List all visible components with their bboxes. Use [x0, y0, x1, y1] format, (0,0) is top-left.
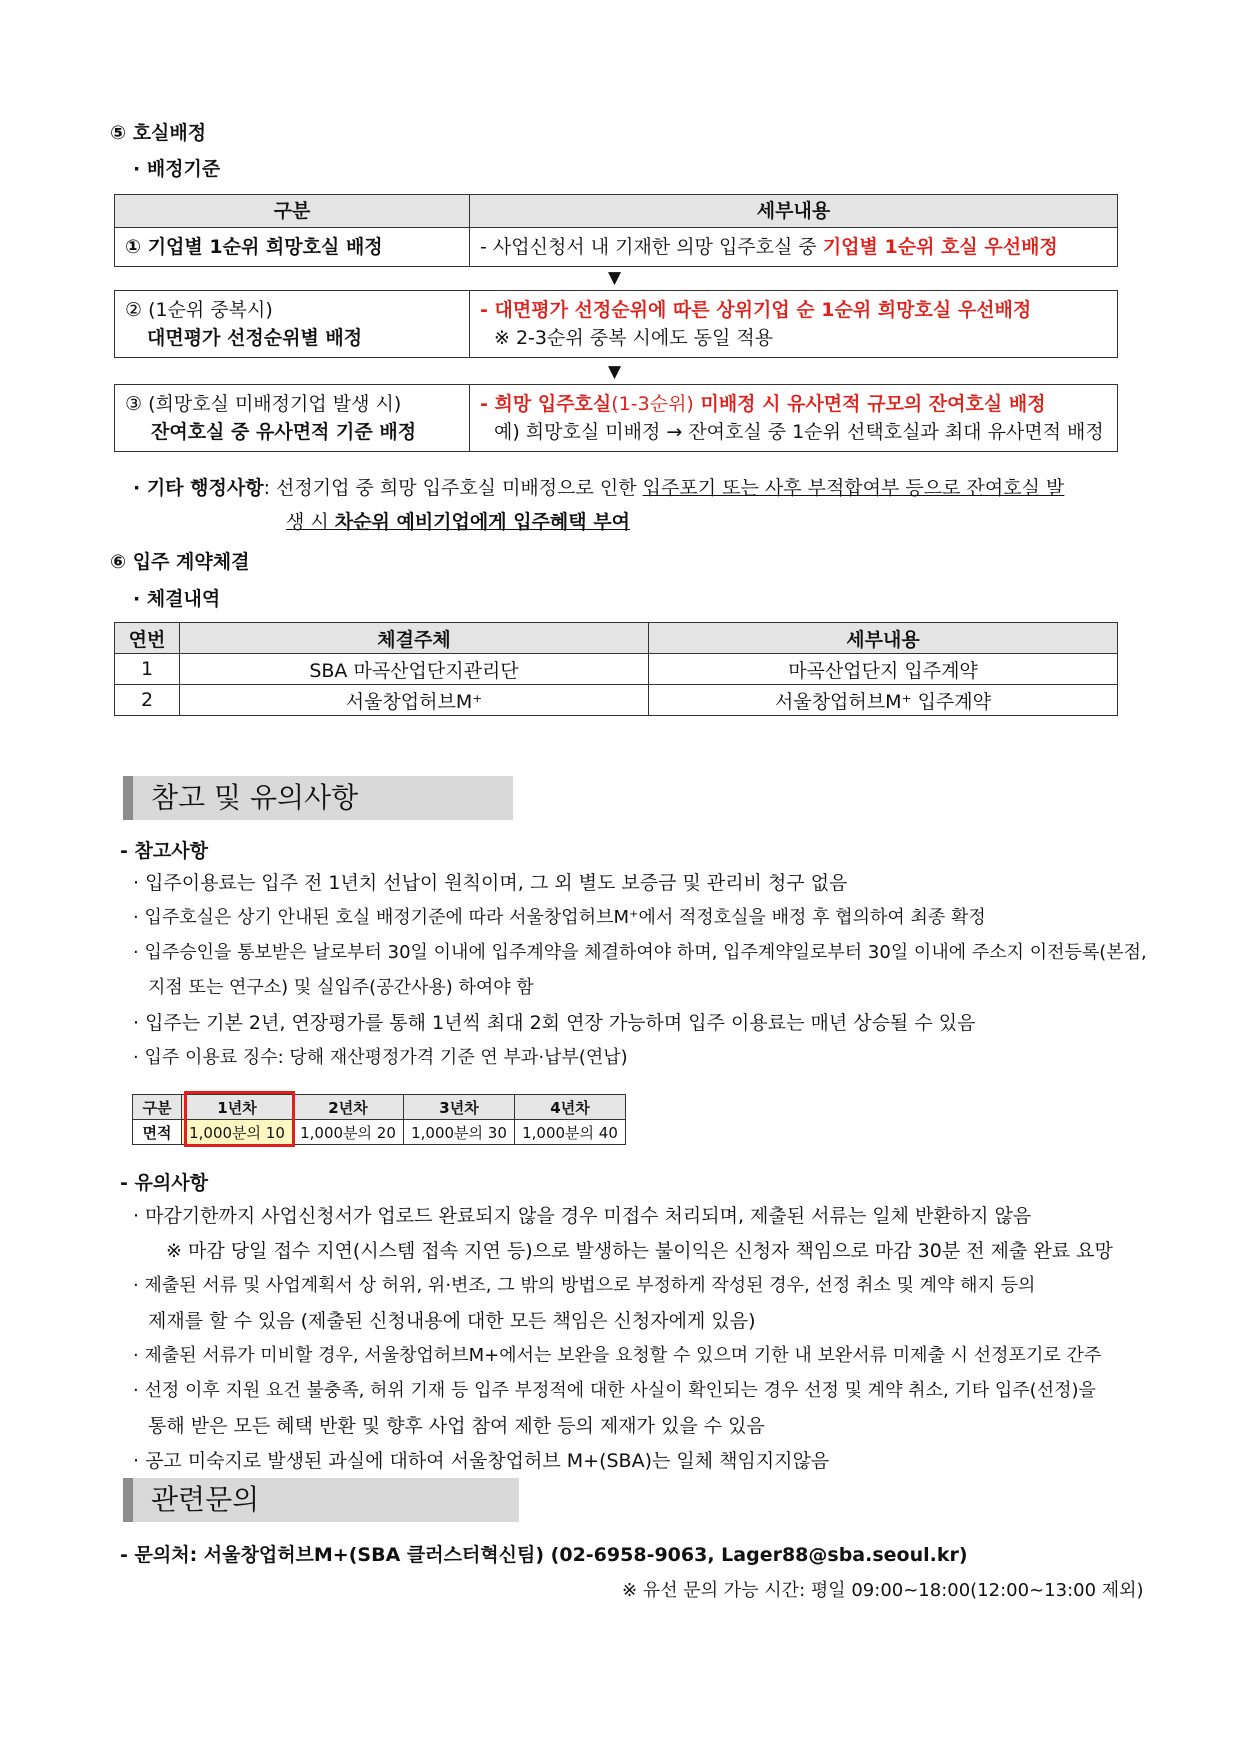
fee-header: 1년차 — [182, 1095, 293, 1120]
contract-no: 1 — [115, 654, 180, 685]
list-item: · 입주 이용료 징수: 당해 재산평정가격 기준 연 부과·납부(연납) — [133, 1047, 628, 1068]
arrow-down-icon: ▼ — [608, 268, 622, 288]
list-item: · 입주승인을 통보받은 날로부터 30일 이내에 입주계약을 체결하여야 하며, 입주계약일로부터 30일 이내에 주소지 이전등록(본점, — [133, 942, 1147, 963]
list-item: · 공고 미숙지로 발생된 과실에 대하여 서울창업허브 M+(SBA)는 일체 책임지지않음 — [133, 1450, 830, 1472]
step2-label: ② (1순위 중복시) 대면평가 선정순위별 배정 — [115, 291, 470, 358]
list-item: · 입주이용료는 입주 전 1년치 선납이 원칙이며, 그 외 별도 보증금 및 관리비 청구 없음 — [133, 872, 848, 894]
section-6-title: ⑥ 입주 계약체결 — [110, 551, 250, 573]
contract-no: 2 — [115, 685, 180, 716]
fee-header: 2년차 — [293, 1095, 404, 1120]
fee-header: 4년차 — [515, 1095, 626, 1120]
fee-year4-value: 1,000분의 40 — [515, 1120, 626, 1145]
highlight-box — [184, 1091, 295, 1147]
list-item-cont: 통해 받은 모든 혜택 반환 및 향후 사업 참여 제한 등의 제재가 있을 수 있음 — [148, 1415, 765, 1437]
reference-heading: - 참고사항 — [120, 840, 208, 862]
contract-detail: 서울창업허브M⁺ 입주계약 — [649, 685, 1118, 716]
contact-hours-note: ※ 유선 문의 가능 시간: 평일 09:00~18:00(12:00~13:00 제외) — [622, 1580, 1144, 1601]
arrow-down-icon: ▼ — [608, 362, 622, 382]
step1-label: ① 기업별 1순위 희망호실 배정 — [115, 228, 470, 267]
col-header-detail: 세부내용 — [470, 195, 1118, 228]
etc-admin-line2: 생 시 차순위 예비기업에게 입주혜택 부여 — [286, 511, 630, 533]
step1-detail: - 사업신청서 내 기재한 의망 입주호실 중 기업별 1순위 호실 우선배정 — [470, 228, 1118, 267]
list-item-cont: 제재를 할 수 있음 (제출된 신청내용에 대한 모든 책임은 신청자에게 있음) — [148, 1310, 756, 1332]
step2-detail: - 대면평가 선정순위에 따른 상위기업 순 1순위 희망호실 우선배정 ※ 2-3순위 중복 시에도 동일 적용 — [470, 291, 1118, 358]
contract-table — [114, 622, 1118, 716]
fee-header: 구분 — [133, 1095, 182, 1120]
fee-year2-value: 1,000분의 20 — [293, 1120, 404, 1145]
allocation-step2-table — [114, 290, 1118, 358]
section-5-title: ⑤ 호실배정 — [110, 122, 207, 144]
list-item: · 제출된 서류가 미비할 경우, 서울창업허브M+에서는 보완을 요청할 수 있으며 기한 내 보완서류 미제출 시 선정포기로 간주 — [133, 1345, 1102, 1366]
contract-detail: 마곡산업단지 입주계약 — [649, 654, 1118, 685]
step3-detail: - 희망 입주호실(1-3순위) 미배정 시 유사면적 규모의 잔여호실 배정 예) 희망호실 미배정 → 잔여호실 중 1순위 선택호실과 최대 유사면적 배정 — [470, 385, 1118, 452]
etc-admin-line1: · 기타 행정사항: 선정기업 중 희망 입주호실 미배정으로 인한 입주포기 또는 사후 부적합여부 등으로 잔여호실 발 — [133, 477, 1065, 499]
contract-header-party: 체결주체 — [180, 623, 649, 654]
list-item: · 입주호실은 상기 안내된 호실 배정기준에 따라 서울창업허브M⁺에서 적정호실을 배정 후 협의하여 최종 확정 — [133, 907, 986, 928]
step3-label: ③ (희망호실 미배정기업 발생 시) 잔여호실 중 유사면적 기준 배정 — [115, 385, 470, 452]
table-row — [115, 654, 1118, 685]
list-item-note: ※ 마감 당일 접수 지연(시스템 접속 지연 등)으로 발생하는 불이익은 신청자 책임으로 마감 30분 전 제출 완료 요망 — [166, 1240, 1113, 1262]
contract-party: 서울창업허브M⁺ — [180, 685, 649, 716]
contract-header-no: 연번 — [115, 623, 180, 654]
section-header-contact: 관련문의 — [123, 1478, 519, 1522]
section-6-subtitle: · 체결내역 — [133, 588, 221, 610]
fee-year3-value: 1,000분의 30 — [404, 1120, 515, 1145]
allocation-step1-table — [114, 194, 1118, 267]
fee-year1-value: 1,000분의 10 — [182, 1120, 293, 1145]
list-item: · 마감기한까지 사업신청서가 업로드 완료되지 않을 경우 미접수 처리되며, 제출된 서류는 일체 반환하지 않음 — [133, 1205, 1032, 1227]
contract-party: SBA 마곡산업단지관리단 — [180, 654, 649, 685]
fee-row-label: 면적 — [133, 1120, 182, 1145]
allocation-step3-table — [114, 384, 1118, 452]
fee-header: 3년차 — [404, 1095, 515, 1120]
caution-heading: - 유의사항 — [120, 1172, 208, 1194]
list-item: · 제출된 서류 및 사업계획서 상 허위, 위·변조, 그 밖의 방법으로 부정하게 작성된 경우, 선정 취소 및 계약 해지 등의 — [133, 1275, 1036, 1296]
list-item: · 선정 이후 지원 요건 불충족, 허위 기재 등 입주 부정적에 대한 사실이 확인되는 경우 선정 및 계약 취소, 기타 입주(선정)을 — [133, 1380, 1096, 1401]
list-item: · 입주는 기본 2년, 연장평가를 통해 1년씩 최대 2회 연장 가능하며 입주 이용료는 매년 상승될 수 있음 — [133, 1012, 976, 1034]
contract-header-detail: 세부내용 — [649, 623, 1118, 654]
contact-line: - 문의처: 서울창업허브M+(SBA 클러스터혁신팀) (02-6958-9063, Lager88@sba.seoul.kr) — [120, 1544, 968, 1566]
section-header-reference: 참고 및 유의사항 — [123, 776, 513, 820]
table-row — [115, 685, 1118, 716]
col-header-category: 구분 — [115, 195, 470, 228]
list-item-cont: 지점 또는 연구소) 및 실입주(공간사용) 하여야 함 — [148, 977, 534, 998]
section-5-subtitle: · 배정기준 — [133, 158, 221, 180]
